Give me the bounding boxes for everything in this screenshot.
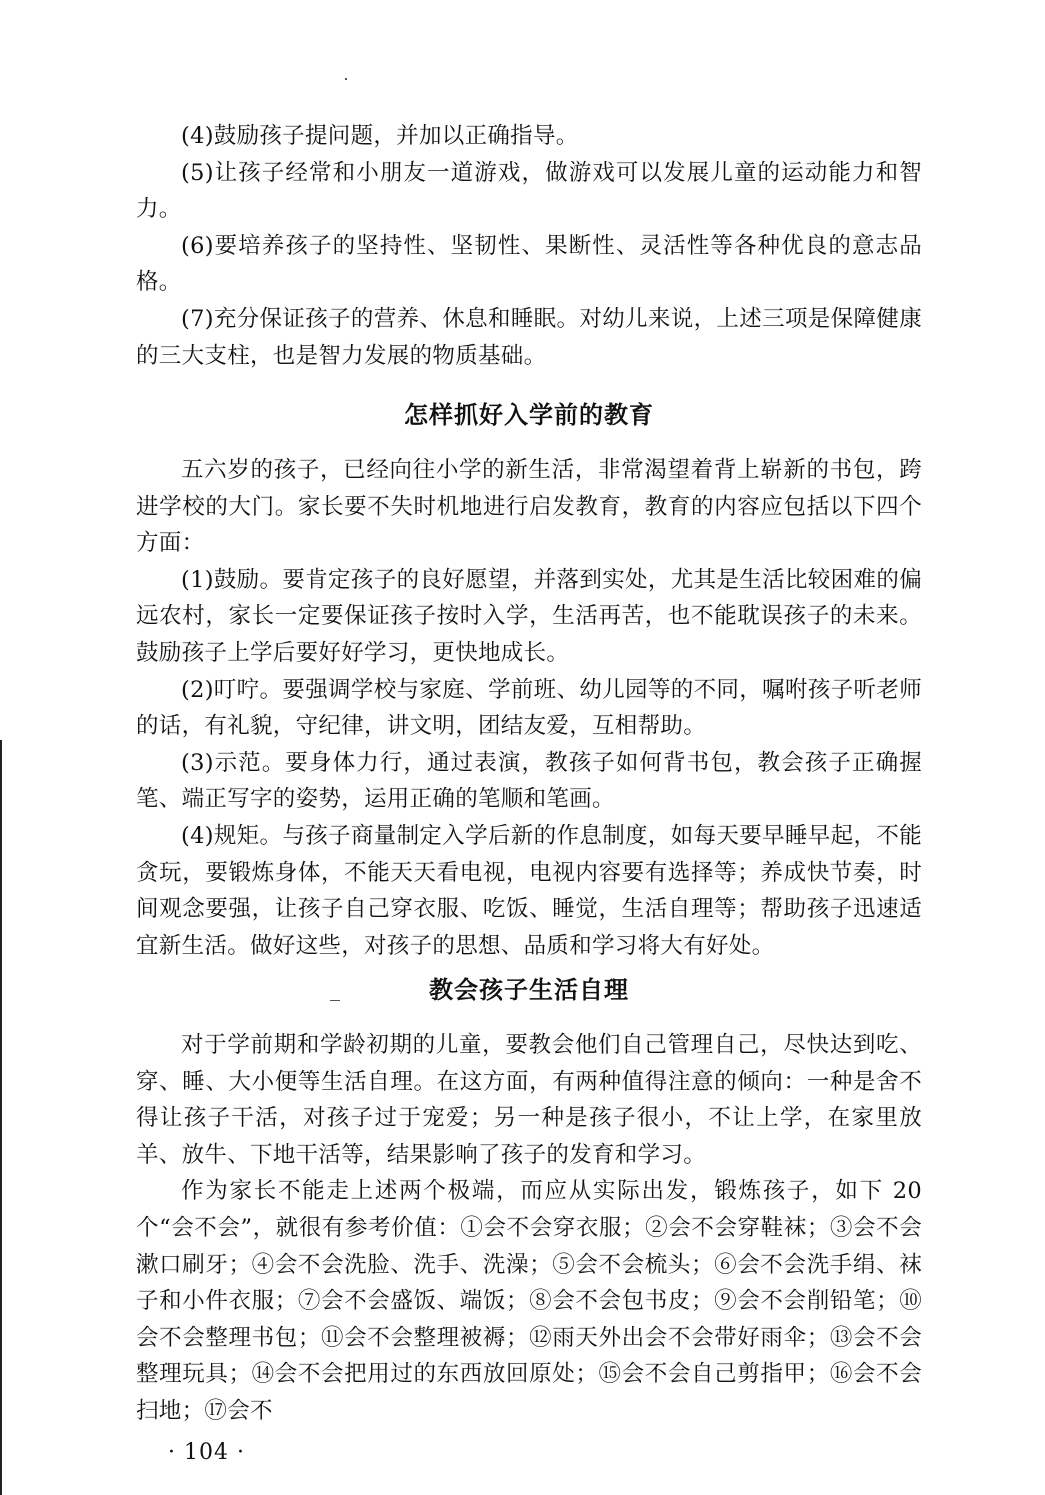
paragraph: (3)示范。要身体力行，通过表演，教孩子如何背书包，教会孩子正确握笔、端正写字的姿势，运用正确的笔顺和笔画。	[136, 749, 922, 813]
paragraph: (7)充分保证孩子的营养、休息和睡眠。对幼儿来说，上述三项是保障健康的三大支柱，也是智力发展的物质基础。	[136, 305, 922, 369]
page-edge-line	[0, 740, 2, 1495]
section-2-body	[136, 452, 922, 964]
section-3-body	[136, 1027, 922, 1430]
paragraph: (4)鼓励孩子提问题，并加以正确指导。	[181, 123, 579, 149]
section-title: 怎样抓好入学前的教育	[404, 401, 654, 429]
paragraph: (4)规矩。与孩子商量制定入学后新的作息制度，如每天要早睡早起，不能贪玩，要锻炼身体，不能天天看电视，电视内容要有选择等；养成快节奏，时间观念要强，让孩子自己穿衣服、吃饭、睡觉，生活自理等；帮助孩子迅速适宜新生活。做好这些，对孩子的思想、品质和学习将大有好处。	[136, 822, 922, 959]
paragraph: 作为家长不能走上述两个极端，而应从实际出发，锻炼孩子，如下 20 个“会不会”，就很有参考价值：①会不会穿衣服；②会不会穿鞋袜；③会不会漱口刷牙；④会不会洗脸、洗手、洗澡；⑤会不会梳头；⑥会不会洗手绢、袜子和小件衣服；⑦会不会盛饭、端饭；⑧会不会包书皮；⑨会不会削铅笔；⑩会不会整理书包；⑪会不会整理被褥；⑫雨天外出会不会带好雨伞；⑬会不会整理玩具；⑭会不会把用过的东西放回原处；⑮会不会自己剪指甲；⑯会不会扫地；⑰会不	[136, 1178, 922, 1424]
section-1-body	[136, 118, 922, 374]
paragraph: (1)鼓励。要肯定孩子的良好愿望，并落到实处，尤其是生活比较困难的偏远农村，家长一定要保证孩子按时入学，生活再苦，也不能耽误孩子的未来。鼓励孩子上学后要好好学习，更快地成长。	[136, 566, 922, 666]
paragraph: (2)叮咛。要强调学校与家庭、学前班、幼儿园等的不同，嘱咐孩子听老师的话，有礼貌，守纪律，讲文明，团结友爱，互相帮助。	[136, 676, 922, 740]
paragraph: 对于学前期和学龄初期的儿童，要教会他们自己管理自己，尽快达到吃、穿、睡、大小便等生活自理。在这方面，有两种值得注意的倾向：一种是舍不得让孩子干活，对孩子过于宠爱；另一种是孩子很小，不让上学，在家里放羊、放牛、下地干活等，结果影响了孩子的发育和学习。	[136, 1032, 922, 1168]
paragraph: (5)让孩子经常和小朋友一道游戏，做游戏可以发展儿童的运动能力和智力。	[136, 159, 922, 223]
scan-speck	[345, 78, 347, 80]
page-number: · 104 ·	[168, 1440, 245, 1465]
section-title: 教会孩子生活自理	[429, 976, 629, 1004]
paragraph: 五六岁的孩子，已经向往小学的新生活，非常渴望着背上崭新的书包，跨进学校的大门。家长要不失时机地进行启发教育，教育的内容应包括以下四个方面：	[136, 457, 922, 557]
paragraph: (6)要培养孩子的坚持性、坚韧性、果断性、灵活性等各种优良的意志品格。	[136, 232, 922, 296]
